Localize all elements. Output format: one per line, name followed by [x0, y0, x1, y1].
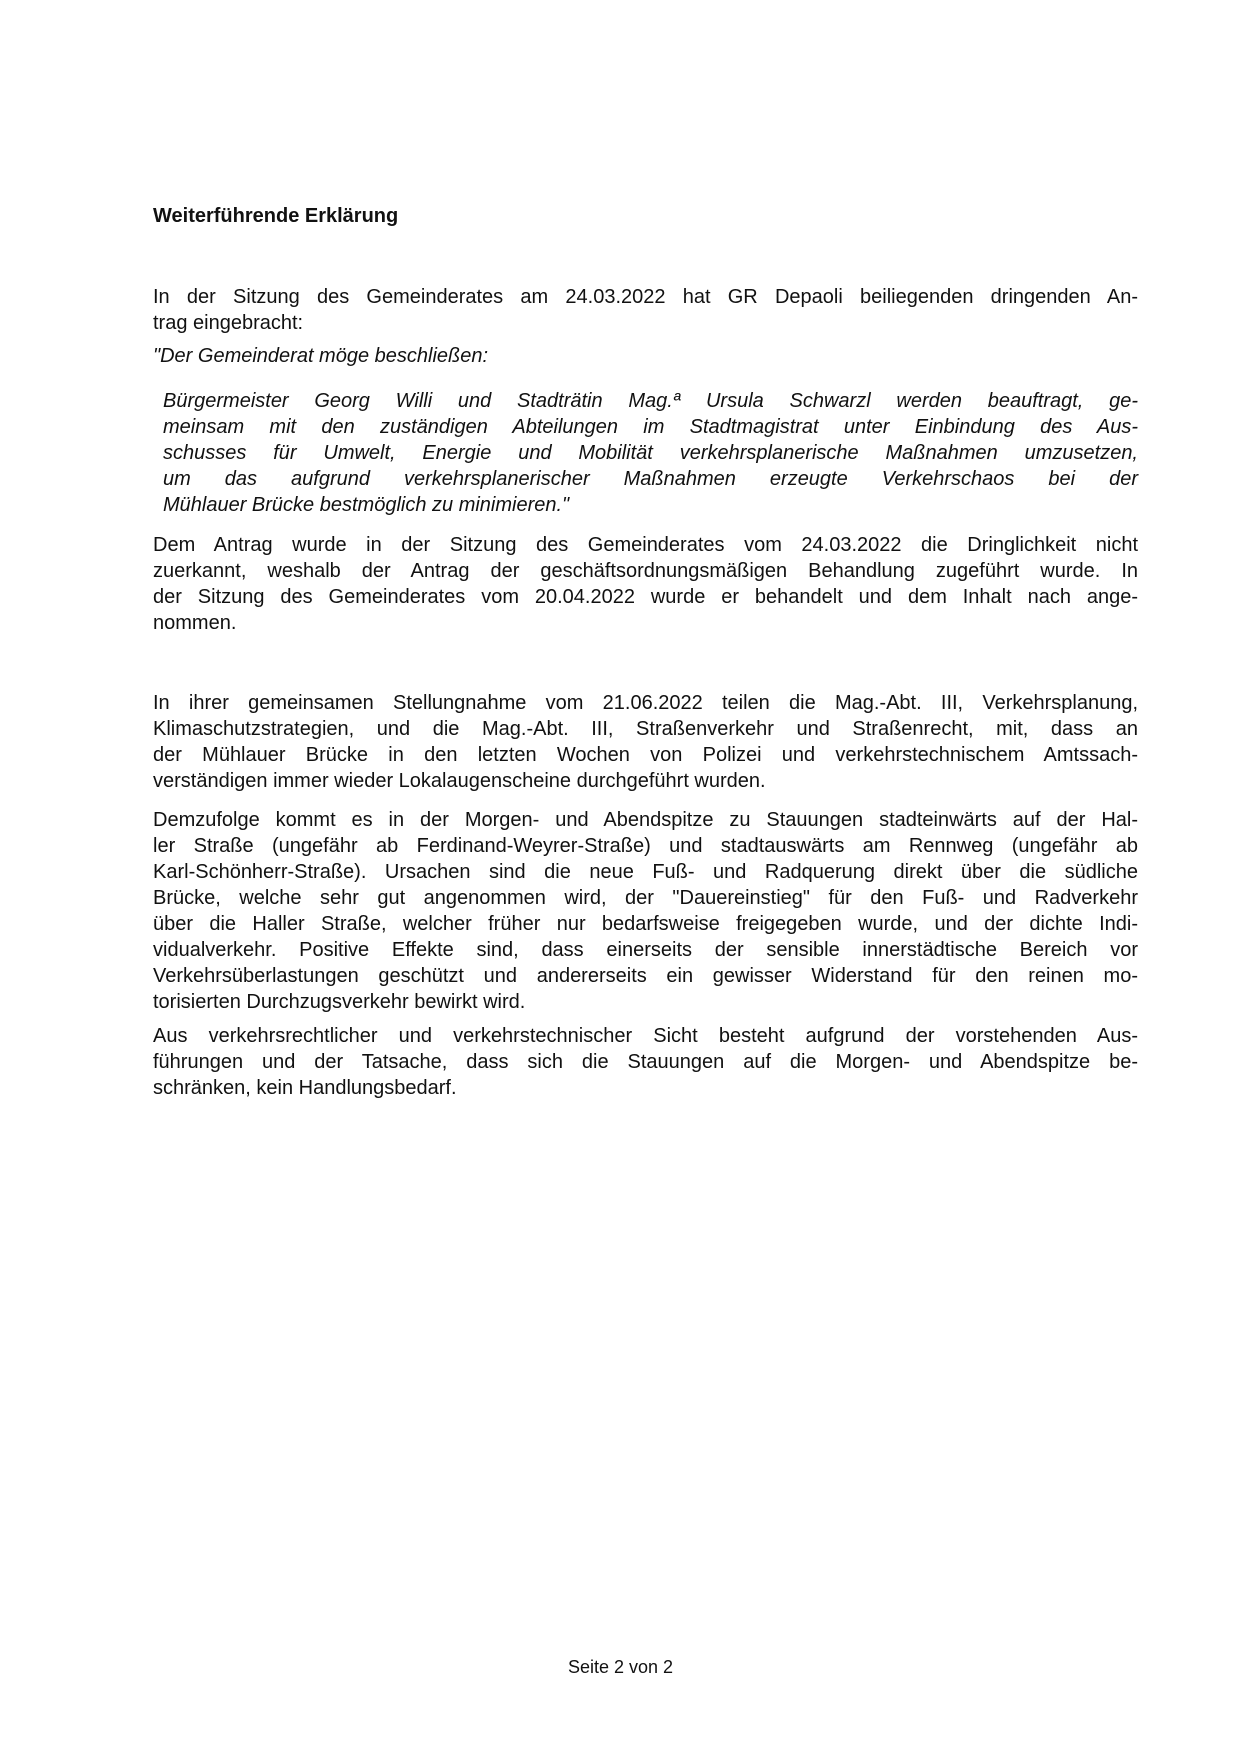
text-line: schränken, kein Handlungsbedarf.	[153, 1077, 457, 1099]
quote-body	[163, 388, 1138, 518]
text-line: meinsam mit den zuständigen Abteilungen im Stadtmagistrat unter Einbindung des Aus-	[163, 416, 1138, 438]
text-line: nommen.	[153, 612, 237, 634]
quote-intro: "Der Gemeinderat möge beschließen:	[153, 345, 489, 367]
text-line: Verkehrsüberlastungen geschützt und andererseits ein gewisser Widerstand für den reinen mo-	[153, 965, 1138, 987]
text-line: Mühlauer Brücke bestmöglich zu minimieren."	[163, 494, 570, 516]
text-line: torisierten Durchzugsverkehr bewirkt wird.	[153, 991, 526, 1013]
paragraph-urgency	[153, 532, 1138, 636]
text-line: trag eingebracht:	[153, 312, 304, 334]
text-line: über die Haller Straße, welcher früher nur bedarfsweise freigegeben wurde, und der dichte Indi-	[153, 913, 1138, 935]
page-number-footer: Seite 2 von 2	[567, 1657, 674, 1677]
text-line: schusses für Umwelt, Energie und Mobilität verkehrsplanerische Maßnahmen umzusetzen,	[163, 442, 1138, 464]
text-line: Karl-Schönherr-Straße). Ursachen sind die neue Fuß- und Radquerung direkt über die südliche	[153, 861, 1138, 883]
section-heading: Weiterführende Erklärung	[153, 205, 399, 227]
text-line: verständigen immer wieder Lokalaugenscheine durchgeführt wurden.	[153, 770, 766, 792]
text-line: zuerkannt, weshalb der Antrag der geschäftsordnungsmäßigen Behandlung zugeführt wurde. In	[153, 560, 1138, 582]
text-line: der Sitzung des Gemeinderates vom 20.04.2022 wurde er behandelt und dem Inhalt nach ange-	[153, 586, 1138, 608]
text-line: um das aufgrund verkehrsplanerischer Maßnahmen erzeugte Verkehrschaos bei der	[163, 468, 1138, 490]
text-line: der Mühlauer Brücke in den letzten Wochen von Polizei und verkehrstechnischem Amtssach-	[153, 744, 1138, 766]
text-line: In der Sitzung des Gemeinderates am 24.03.2022 hat GR Depaoli beiliegenden dringenden An-	[153, 286, 1138, 308]
text-line: Aus verkehrsrechtlicher und verkehrstechnischer Sicht besteht aufgrund der vorstehenden Aus-	[153, 1025, 1138, 1047]
text-line: Brücke, welche sehr gut angenommen wird, der "Dauereinstieg" für den Fuß- und Radverkehr	[153, 887, 1138, 909]
text-line: In ihrer gemeinsamen Stellungnahme vom 21.06.2022 teilen die Mag.-Abt. III, Verkehrsplanung,	[153, 692, 1138, 714]
text-line: vidualverkehr. Positive Effekte sind, dass einerseits der sensible innerstädtische Bereich vor	[153, 939, 1138, 961]
paragraph-traffic-analysis	[153, 807, 1138, 1015]
text-line: führungen und der Tatsache, dass sich die Stauungen auf die Morgen- und Abendspitze be-	[153, 1051, 1138, 1073]
text-line: Demzufolge kommt es in der Morgen- und Abendspitze zu Stauungen stadteinwärts auf der Hal-	[153, 809, 1138, 831]
text-line: Klimaschutzstrategien, und die Mag.-Abt. III, Straßenverkehr und Straßenrecht, mit, dass an	[153, 718, 1138, 740]
text-line: ler Straße (ungefähr ab Ferdinand-Weyrer-Straße) und stadtauswärts am Rennweg (ungefähr ab	[153, 835, 1138, 857]
paragraph-statement	[153, 690, 1138, 794]
paragraph-conclusion	[153, 1023, 1138, 1101]
text-line: Dem Antrag wurde in der Sitzung des Gemeinderates vom 24.03.2022 die Dringlichkeit nicht	[153, 534, 1138, 556]
text-line: Bürgermeister Georg Willi und Stadträtin Mag.ª Ursula Schwarzl werden beauftragt, ge-	[163, 390, 1138, 412]
paragraph-motion-intro	[153, 284, 1138, 336]
